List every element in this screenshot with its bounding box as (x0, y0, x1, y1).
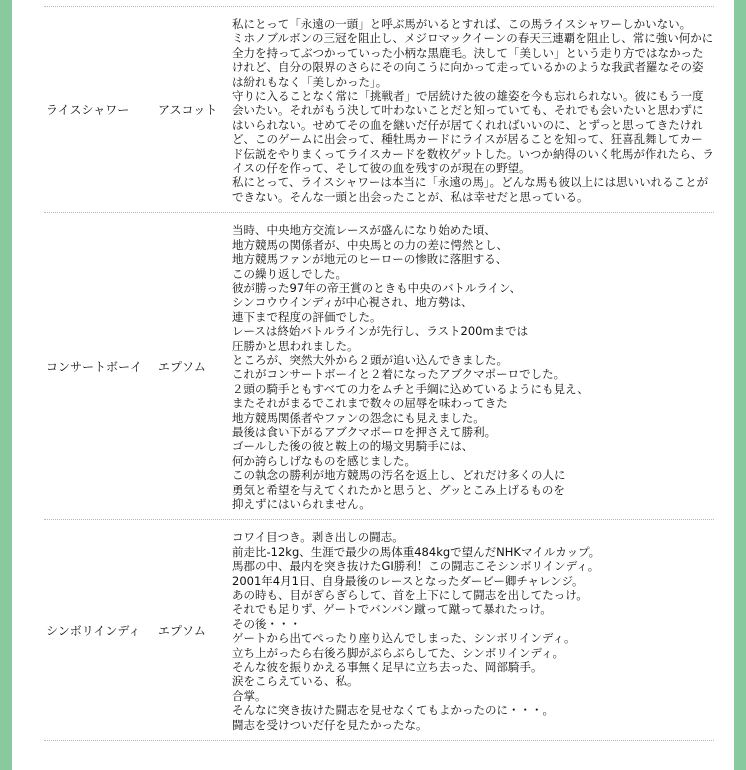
comment-text: 当時、中央地方交流レースが盛んになり始めた頃、 地方競馬の関係者が、中央馬との力の差に愕然とし、 地方競馬ファンが地元のヒーローの惨敗に落胆する、 この繰り返しでした。 彼が勝った97年の帝王賞のときも中央のバトルライン、 シンコウウインディが中心視され、地方勢は、 連下まで程度の評価でした。 レースは終始バトルラインが先行し、ラスト200mまでは 圧勝かと思われました。 ところが、突然大外から２頭が追い込んできました。 これがコンサートボーイと２着になったアブクマポーロでした。 ２頭の騎手ともすべての力をムチと手綱に込めているようにも見え、 またそれがまるでこれまで数々の屈辱を味わってきた 地方競馬関係者やファンの怨念にも見えました。 最後は食い下がるアブクマポーロを押さえて勝利。 ゴールした後の彼と鞍上の的場文男騎手には、 何か誇らしげなものを感じました。 この執念の勝利が地方競馬の汚名を返上し、どれだけ多くの人に 勇気と希望を与えてくれたかと思うと、グッとこみ上げるものを 抑えずにはいられません。 (232, 223, 589, 511)
comment-text: コワイ目つき。剥き出しの闘志。 前走比-12kg、生涯で最少の馬体重484kgで望んだNHKマイルカップ。 馬郡の中、最内を突き抜けたGI勝利！この闘志こそシンボリインディ。 2001年4月1日、自身最後のレースとなったダービー卿チャレンジ。 あの時も、目がぎらぎらして、首を上下にして闘志を出してたっけ。 それでも足りず、ゲートでバンバン蹴って蹴って暴れたっけ。 その後・・・ ゲートから出てぺったり座り込んでしまった、シンボリインディ。 立ち上がったら右後ろ脚がぶらぶらしてた、シンボリインディ。 そんな彼を振りかえる事無く足早に立ち去った、岡部騎手。 涙をこらえている、私。 合掌。 そんなに突き抜けた闘志を見せなくてもよかったのに・・・。 闘志を受けついだ仔を見たかったな。 (232, 530, 601, 732)
table-row (44, 519, 714, 741)
table-row (44, 212, 714, 519)
horse-name: コンサートボーイ (46, 359, 143, 374)
content-panel (12, 0, 734, 770)
horse-name: シンボリインディ (46, 623, 141, 638)
owner-name: アスコット (158, 103, 218, 118)
table-row (44, 6, 714, 212)
owner-name: エプソム (158, 359, 206, 374)
owner-name: エプソム (158, 623, 206, 638)
horse-name: ライスシャワー (46, 103, 130, 118)
comment-table (44, 6, 714, 741)
comment-text: 私にとって「永遠の一頭」と呼ぶ馬がいるとすれば、この馬ライスシャワーしかいない。 ミホノブルボンの三冠を阻止し、メジロマックイーンの春天三連覇を阻止し、常に強い何かに全力を持ってぶつかっていった小柄な黒鹿毛。決して「美しい」という走り方ではなかったけれど、自分の限界のさらにその向こうに向かって走っているかのような我武者羅なその姿は紛れもなく「美しかった」。 守りに入ることなく常に「挑戦者」で居続けた彼の雄姿を今も忘れられない。彼にもう一度会いたい。それがもう決して叶わないことだと知っていても、それでも会いたいと思わずにはいられない。せめてその血を継いだ仔が居てくれればいいのに、とずっと思ってきたけれど、このゲームに出会って、種牡馬カードにライスが居ることを知って、狂喜乱舞してカード伝説をやりまくってライスカードを数枚ゲットした。いつか納得のいく牝馬が作れたら、ライスの仔を作って、そして彼の血を残すのが現在の野望。 私にとって、ライスシャワーは本当に「永遠の馬」。どんな馬も彼以上には思いいれることができない。そんな一頭と出会ったことが、私は幸せだと思っている。 (232, 17, 714, 204)
